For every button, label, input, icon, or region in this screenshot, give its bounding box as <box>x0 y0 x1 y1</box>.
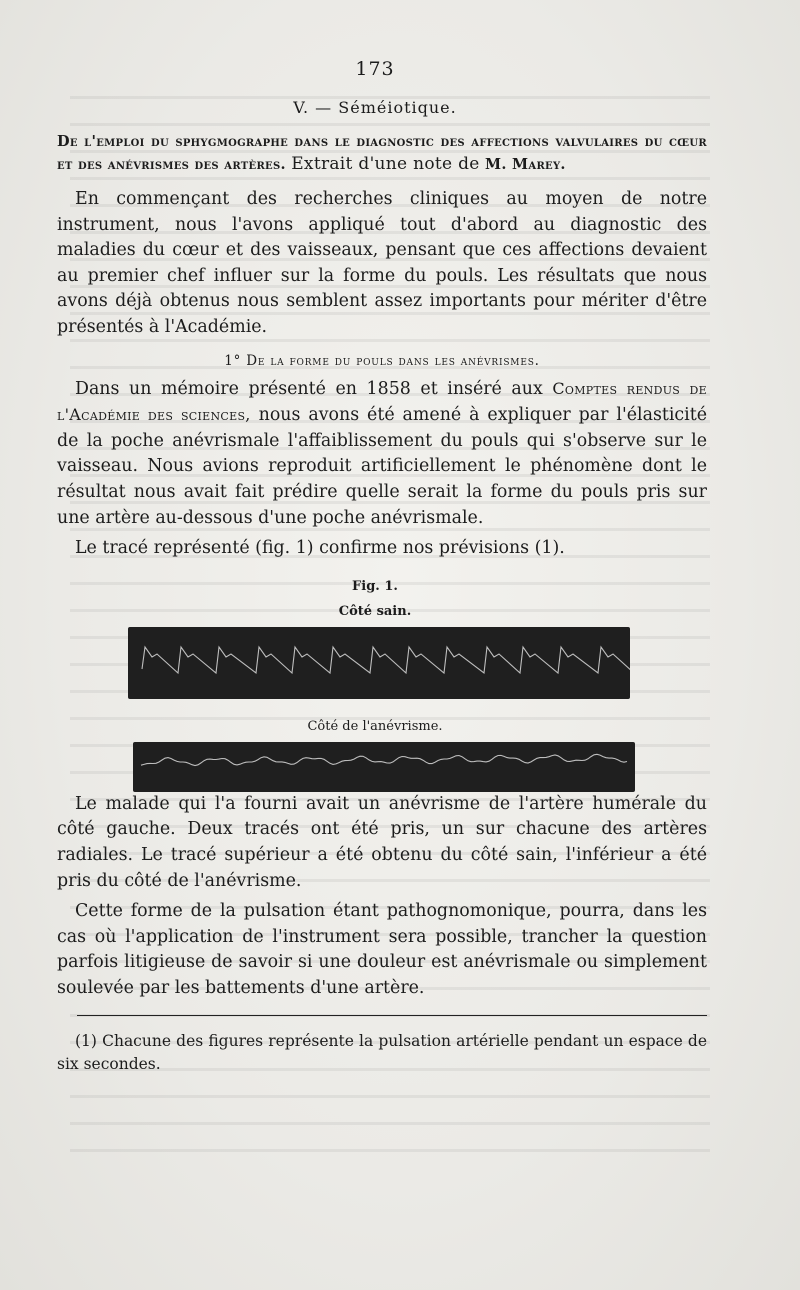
paragraph-1-rest: nous avons été amené à expliquer par l'élasticité de la poche anévrismale l'affaiblissement du pouls qui s'observe sur le vaisseau. Nous avions reproduit artificiellement le phénomène dont le résultat nous avait fait prédire quelle serait la forme du pouls pris sur une artère au-dessous d'une poche anévrismale. <box>57 405 708 528</box>
pulse-trace-healthy-line <box>142 647 630 673</box>
paragraph-4: Cette forme de la pulsation étant pathognomonique, pourra, dans les cas où l'application de l'instrument sera possible, trancher la question parfois litigieuse de savoir si une douleur est anévrismale ou simplement soulevée par les battements d'une artère. <box>57 901 707 998</box>
subheading: 1° De la forme du pouls dans les anévrismes. <box>224 352 540 369</box>
article-title-plain: Extrait d'une note de <box>291 154 480 174</box>
article-title <box>57 131 707 176</box>
paragraph-1 <box>57 376 707 532</box>
page-number: 173 <box>355 58 395 80</box>
paragraph-3: Le malade qui l'a fourni avait un anévrisme de l'artère humérale du côté gauche. Deux tracés ont été pris, un sur chacune des artères radiales. Le tracé supérieur a été obtenu du côté sain, l'inférieur a été pris du côté de l'anévrisme. <box>57 793 707 891</box>
pulse-trace-aneurysm-line <box>141 754 627 765</box>
article-title-caps: De l'emploi du sphygmographe dans le diagnostic des affections valvulaires du cœur et des anévrismes des artères. <box>57 133 707 173</box>
journal-reference: Comptes rendus de l'Académie des sciences, <box>57 378 707 425</box>
page-content <box>57 58 707 1092</box>
article-author: M. Marey. <box>484 156 566 173</box>
pulse-trace-aneurysm <box>133 742 635 792</box>
intro-paragraph: En commençant des recherches cliniques au moyen de notre instrument, nous l'avons appliqué tout d'abord au diagnostic des maladies du cœur et des vaisseaux, pensant que ces affections devaient au premier chef influer sur la forme du pouls. Les résultats que nous avons déjà obtenus nous semblent assez importants pour mériter d'être présentés à l'Académie. <box>57 189 707 337</box>
section-title: V. — Séméiotique. <box>293 98 457 117</box>
figure-caption: Fig. 1. <box>352 578 398 594</box>
paragraph-1-start: Dans un mémoire présenté en 1858 et inséré aux <box>75 378 543 399</box>
figure-label-aneurysm: Côté de l'anévrisme. <box>307 718 443 734</box>
footnote: (1) Chacune des figures représente la pulsation artérielle pendant un espace de six secondes. <box>57 1032 707 1074</box>
footnote-rule <box>77 1015 707 1016</box>
pulse-trace-healthy <box>128 627 630 699</box>
figure-label-healthy: Côté sain. <box>338 603 412 619</box>
paragraph-2: Le tracé représenté (fig. 1) confirme nos prévisions (1). <box>75 538 565 559</box>
